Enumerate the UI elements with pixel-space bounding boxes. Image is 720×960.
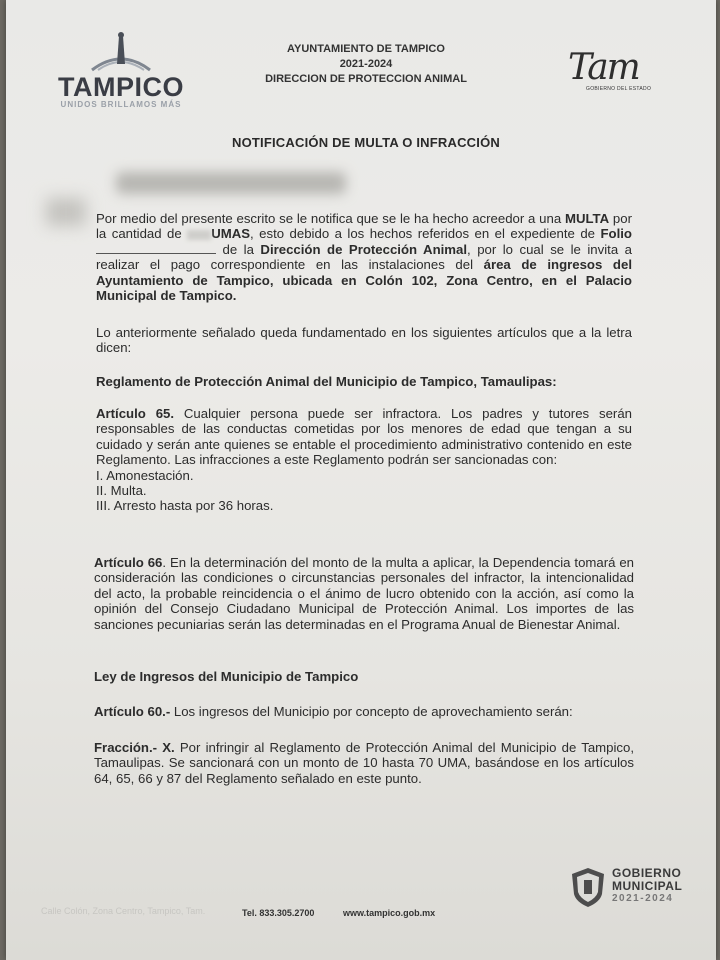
- para1-text-5: , por lo cual se le invita a realizar el pago correspondiente en las instalaciones del: [96, 241, 632, 273]
- reglamento-heading: Reglamento de Protección Animal del Municipio de Tampico, Tamaulipas:: [96, 374, 557, 389]
- gob-text-1: GOBIERNO: [612, 866, 682, 880]
- fraccion-label: Fracción.- X.: [94, 740, 175, 755]
- list-item-arresto: III. Arresto hasta por 36 horas.: [96, 498, 274, 514]
- gob-text-3: 2021-2024: [612, 893, 674, 904]
- folio-blank: [96, 253, 216, 254]
- list-item-multa: II. Multa.: [96, 483, 147, 499]
- articulo-65: [96, 406, 632, 514]
- header-line-1: AYUNTAMIENTO DE TAMPICO: [287, 43, 445, 55]
- fraccion-text: Por infringir al Reglamento de Protección Animal del Municipio de Tampico, Tamaulipas. Se sancionará con un monto de 10 hasta 70 UMA, basándose en los artículos 64, 65, 66 y 87 del Reglamento señalado en este punto.: [94, 740, 634, 786]
- paragraph-fundamento: Lo anteriormente señalado queda fundamentado en los siguientes artículos que a la letra dicen:: [96, 325, 632, 356]
- header-line-2: 2021-2024: [339, 58, 393, 70]
- articulo-60: [94, 704, 634, 719]
- art65-label: Artículo 65.: [96, 406, 175, 421]
- gobierno-municipal-logo: [570, 866, 710, 916]
- payment-location: área de ingresos del Ayuntamiento de Tampico, ubicada en Colón 102, Zona Centro, en el Palacio Municipal de Tampico.: [96, 257, 632, 304]
- art60-label: Artículo 60.-: [94, 704, 171, 719]
- tampico-logo: [46, 30, 196, 109]
- shield-icon: [570, 866, 606, 908]
- header-line-3: DIRECCION DE PROTECCION ANIMAL: [265, 73, 467, 85]
- art65-text: Cualquier persona puede ser infractora. Los padres y tutores serán responsables de las conductas cometidas por los menores de edad que tengan a su cuidado y serán ante quienes se entable el procedimiento administrativo contenido en este Reglamento. Las infracciones a este Reglamento podrán ser sancionadas con:: [96, 406, 632, 468]
- footer-website: www.tampico.gob.mx: [343, 908, 436, 918]
- logo-slogan: UNIDOS BRILLAMOS MÁS: [60, 100, 182, 109]
- para1-text-1: Por medio del presente escrito se le notifica que se le ha hecho acreedor a una: [96, 211, 565, 226]
- redacted-name: [116, 172, 346, 194]
- tam-logo-sub: GOBIERNO DEL ESTADO: [586, 86, 652, 92]
- list-item-amonestacion: I. Amonestación.: [96, 467, 194, 483]
- multa-label: MULTA: [564, 211, 610, 226]
- document-page: [6, 0, 716, 960]
- document-header: [246, 42, 486, 87]
- direccion-label: Dirección de Protección Animal: [260, 241, 468, 257]
- redacted-amount: [187, 230, 211, 240]
- redacted-mark: [46, 198, 86, 226]
- gobierno-estado-logo: [568, 47, 688, 92]
- articulo-66: [94, 555, 634, 632]
- document-title: NOTIFICACIÓN DE MULTA O INFRACCIÓN: [232, 135, 500, 150]
- art66-text: . En la determinación del monto de la multa a aplicar, la Dependencia tomará en consideración las condiciones o circunstancias personales del infractor, la intencionalidad del acto, la probable reincidencia o el ánimo de lucro obtenido con la acción, así como la opinión del Consejo Ciudadano Municipal de Protección Animal. Los importes de las sanciones pecuniarias serán las determinadas en el Programa Anual de Bienestar Animal.: [94, 555, 635, 632]
- umas-label: UMAS: [211, 226, 251, 242]
- art66-label: Artículo 66: [94, 555, 163, 570]
- para1-text-3: , esto debido a los hechos referidos en el expediente de: [250, 226, 601, 242]
- ley-heading: Ley de Ingresos del Municipio de Tampico: [94, 669, 359, 684]
- para1-text-2: por la cantidad de: [96, 211, 632, 242]
- tam-logo-text: Tam: [568, 47, 639, 88]
- art60-text: Los ingresos del Municipio por concepto de aprovechamiento serán:: [170, 704, 573, 719]
- gob-text-2: MUNICIPAL: [612, 879, 683, 893]
- lighthouse-icon: [86, 30, 156, 74]
- paragraph-notification: [96, 211, 632, 303]
- para1-text-4: de la: [216, 241, 261, 257]
- folio-label: Folio: [600, 226, 632, 242]
- footer-address: Calle Colón, Zona Centro, Tampico, Tam.: [41, 906, 206, 916]
- footer-phone: Tel. 833.305.2700: [242, 908, 315, 918]
- fraccion-x: [94, 740, 634, 786]
- logo-text: TAMPICO: [58, 72, 184, 102]
